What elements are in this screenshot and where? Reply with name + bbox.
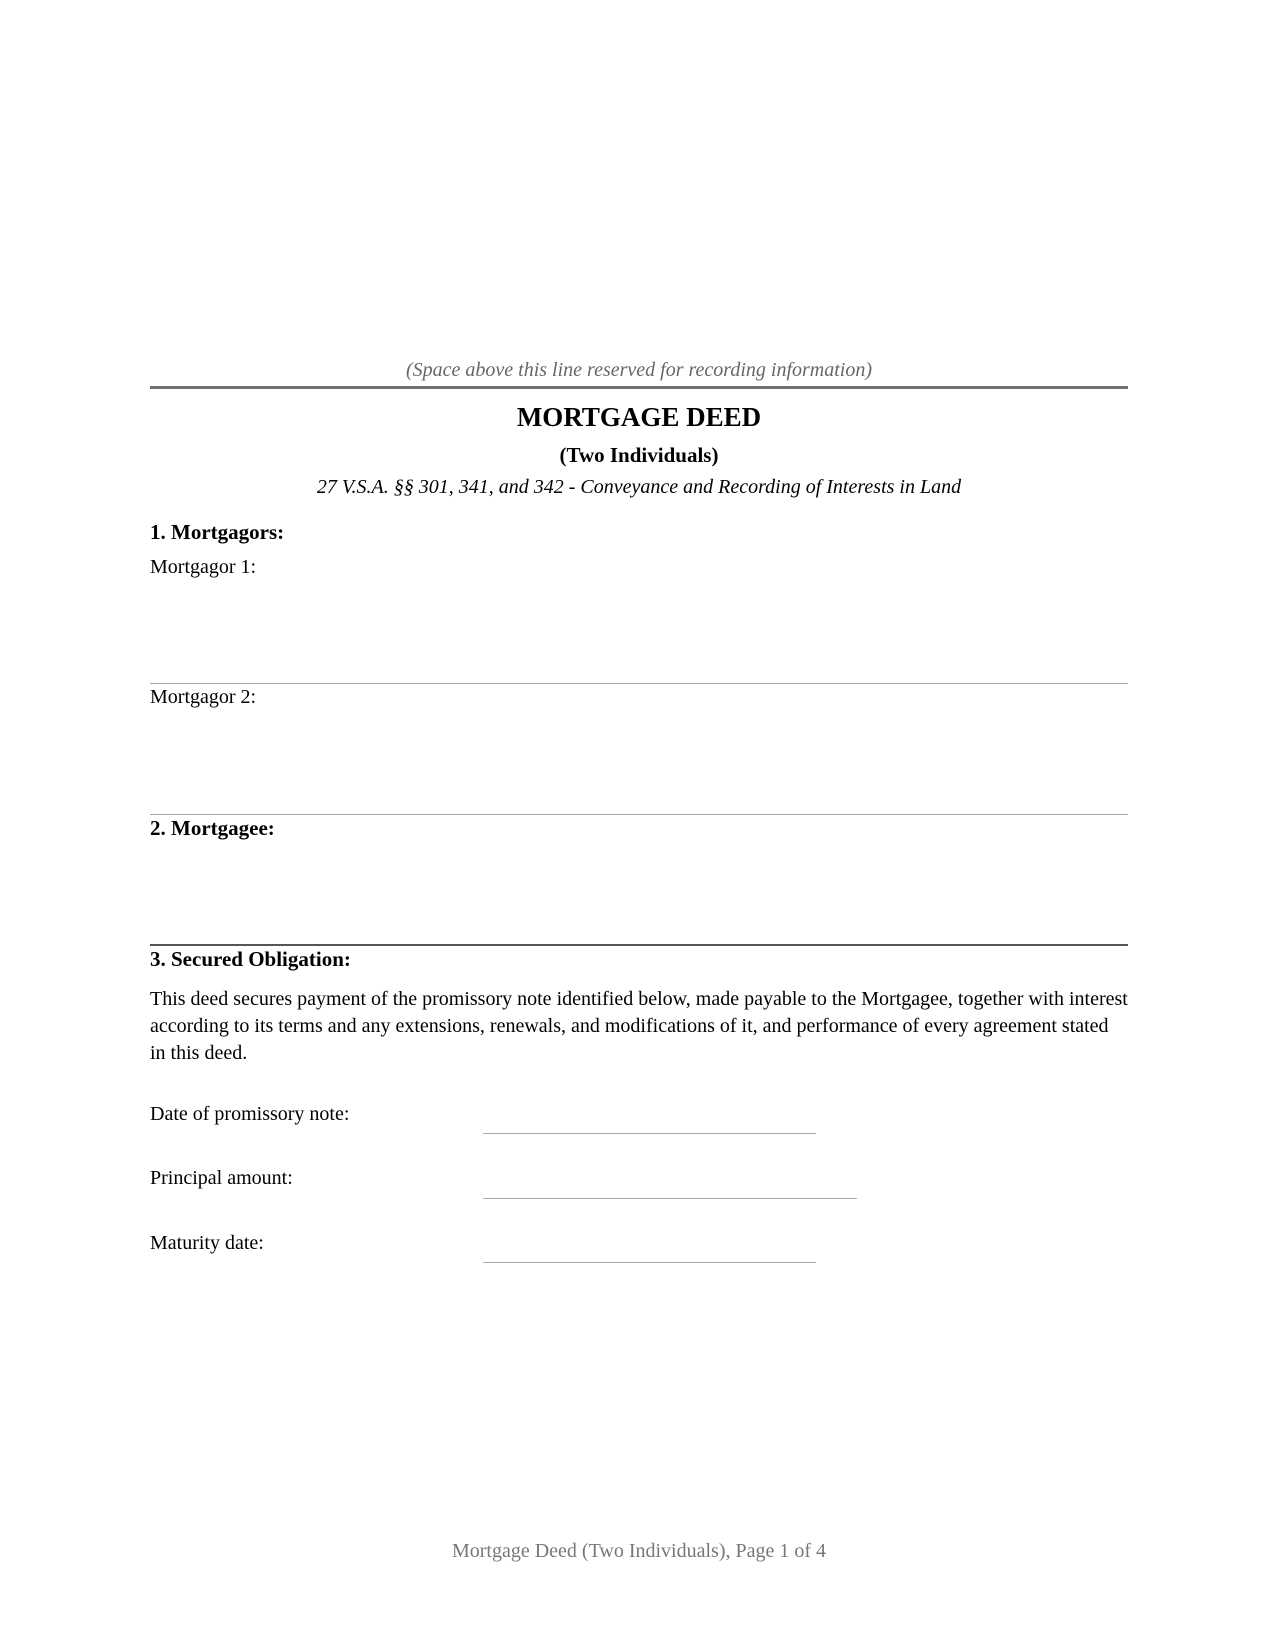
mortgagor-2-entry-line[interactable] (150, 814, 1128, 815)
page-footer: Mortgage Deed (Two Individuals), Page 1 of 4 (451, 1540, 827, 1562)
mortgagor-1-entry-line[interactable] (150, 683, 1128, 684)
recording-reserved-note: (Space above this line reserved for recording information) (405, 359, 872, 381)
note-date-blank[interactable] (483, 1133, 816, 1134)
secured-obligation-heading: 3. Secured Obligation: (150, 947, 351, 971)
maturity-date-label: Maturity date: (150, 1232, 264, 1254)
principal-amount-blank[interactable] (483, 1198, 857, 1199)
document-subtitle: (Two Individuals) (559, 443, 719, 467)
mortgagor-2-label: Mortgagor 2: (150, 686, 257, 708)
statute-citation: 27 V.S.A. §§ 301, 341, and 342 - Conveyance and Recording of Interests in Land (316, 476, 962, 498)
mortgagee-heading: 2. Mortgagee: (150, 816, 275, 840)
mortgagors-heading: 1. Mortgagors: (150, 520, 285, 544)
note-date-label: Date of promissory note: (150, 1103, 350, 1125)
document-title: MORTGAGE DEED (516, 402, 762, 432)
principal-amount-label: Principal amount: (150, 1167, 293, 1189)
recording-divider (150, 386, 1128, 389)
maturity-date-blank[interactable] (483, 1262, 816, 1263)
secured-obligation-text: This deed secures payment of the promissory note identified below, made payable to the Mortgagee, together with interest according to its terms and any extensions, renewals, and modifications of it, and performance of every agreement stated in this deed. (150, 988, 1128, 1064)
mortgagor-1-label: Mortgagor 1: (150, 556, 257, 578)
